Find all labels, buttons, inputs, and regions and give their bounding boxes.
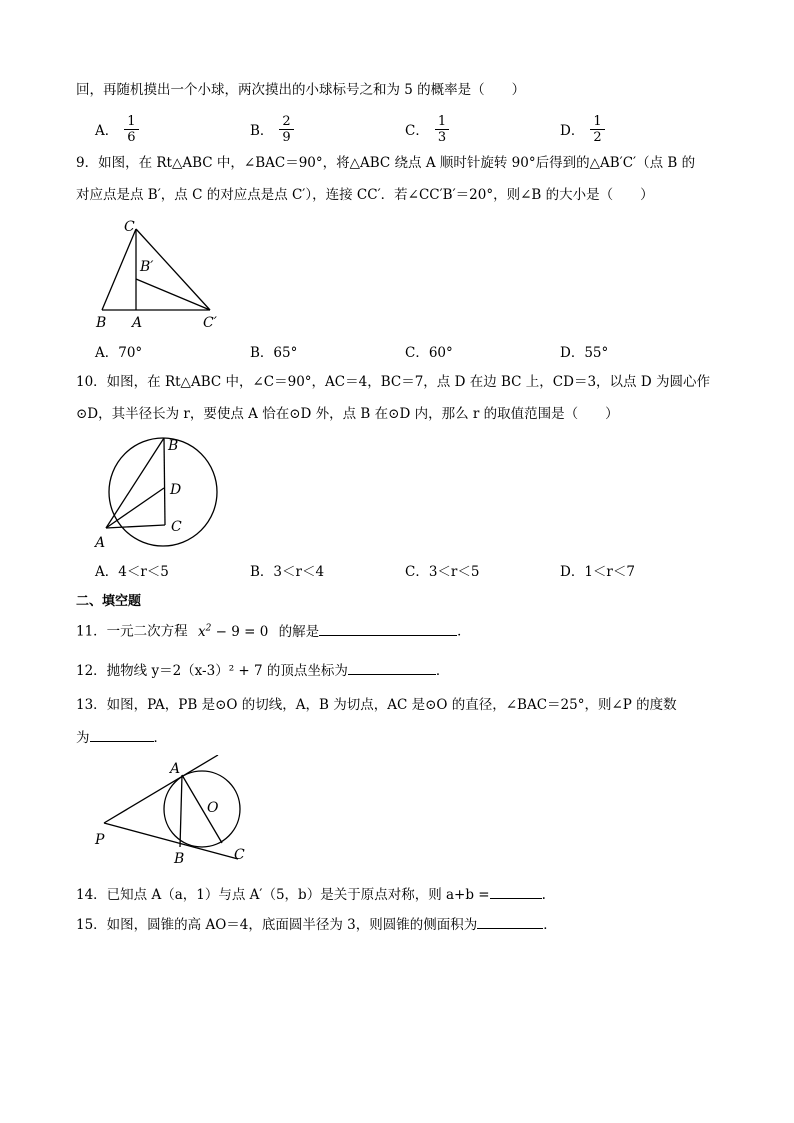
q13-answer-blank[interactable] — [90, 727, 154, 742]
q15-answer-blank[interactable] — [477, 914, 543, 929]
q9-option-b[interactable]: B．65° — [250, 345, 298, 361]
q10-option-a[interactable]: A．4＜r＜5 — [95, 564, 169, 580]
fraction: $\frac{1}{6}$ — [124, 114, 138, 145]
q10-options — [95, 560, 735, 580]
label-b: B — [168, 438, 179, 454]
label-p: P — [95, 832, 105, 848]
fraction: $\frac{1}{3}$ — [435, 114, 449, 145]
label-c: C — [171, 519, 182, 535]
q9-options — [95, 341, 735, 361]
q9-option-a[interactable]: A．70° — [95, 345, 143, 361]
q10-option-d[interactable]: D．1＜r＜7 — [560, 564, 635, 580]
q8-stem: 回，再随机摸出一个小球，两次摸出的小球标号之和为 5 的概率是（ ） — [76, 82, 526, 98]
equation: $x^2 - 9 = 0$ — [197, 623, 269, 640]
label-d: D — [170, 482, 182, 498]
label-o: O — [207, 800, 219, 816]
q13-stem-line1: 13．如图，PA，PB 是⊙O 的切线，A，B 为切点，AC 是⊙O 的直径，∠BAC＝25°，则∠P 的度数 — [76, 697, 677, 713]
q10-option-b[interactable]: B．3＜r＜4 — [250, 564, 325, 580]
q14-answer-blank[interactable] — [490, 884, 542, 899]
label-a: A — [95, 535, 106, 551]
q11-answer-blank[interactable] — [319, 621, 457, 636]
q9-figure — [90, 215, 230, 333]
q8-option-b[interactable]: B． $\frac{2}{9}$ — [250, 110, 294, 148]
q13-figure — [90, 755, 250, 867]
q14-stem: 14．已知点 A（a，1）与点 A′（5，b）是关于原点对称，则 a+b = . — [76, 884, 546, 905]
label-c: C — [124, 219, 135, 235]
label-c: C — [234, 847, 245, 863]
label-a: A — [170, 761, 181, 777]
q10-option-c[interactable]: C．3＜r＜5 — [405, 564, 480, 580]
q10-stem-line1: 10．如图，在 Rt△ABC 中，∠C＝90°，AC＝4，BC＝7，点 D 在边 BC 上，CD＝3，以点 D 为圆心作 — [76, 374, 710, 390]
q9-stem-line2: 对应点是点 B′，点 C 的对应点是点 C′），连接 CC′．若∠CC′B′＝20°，则∠B 的大小是（ ） — [76, 187, 654, 203]
q12-answer-blank[interactable] — [348, 660, 436, 675]
q15-stem: 15．如图，圆锥的高 AO＝4，底面圆半径为 3，则圆锥的侧面积为 ． — [76, 914, 557, 935]
q12-stem: 12．抛物线 y＝2（x-3）² + 7 的顶点坐标为 ． — [76, 660, 449, 681]
q8-option-a[interactable]: A． $\frac{1}{6}$ — [95, 110, 139, 148]
q9-option-c[interactable]: C．60° — [405, 345, 453, 361]
fraction: $\frac{2}{9}$ — [279, 114, 293, 145]
q9-stem-line1: 9．如图，在 Rt△ABC 中，∠BAC＝90°，将△ABC 绕点 A 顺时针旋转 90°后得到的△AB′C′（点 B 的 — [76, 155, 696, 171]
label-c-prime: C′ — [203, 315, 217, 331]
q10-figure — [92, 430, 222, 552]
q11-stem: 11．一元二次方程 $x^2 - 9 = 0$ 的解是 ． — [76, 618, 471, 642]
label-b: B — [174, 851, 185, 867]
label-b-prime: B′ — [140, 259, 154, 275]
q10-stem-line2: ⊙D，其半径长为 r，要使点 A 恰在⊙D 外，点 B 在⊙D 内，那么 r 的取值范围是（ ） — [76, 406, 619, 422]
q8-options — [95, 110, 735, 148]
label-a: A — [132, 315, 143, 331]
label-b: B — [96, 315, 107, 331]
q8-option-c[interactable]: C． $\frac{1}{3}$ — [405, 110, 449, 148]
fraction: $\frac{1}{2}$ — [590, 114, 604, 145]
section-heading-fill-in: 二、填空题 — [76, 594, 142, 609]
q13-stem-line2: 为 ． — [76, 727, 167, 748]
q8-option-d[interactable]: D． $\frac{1}{2}$ — [560, 110, 605, 148]
q9-option-d[interactable]: D．55° — [560, 345, 609, 361]
